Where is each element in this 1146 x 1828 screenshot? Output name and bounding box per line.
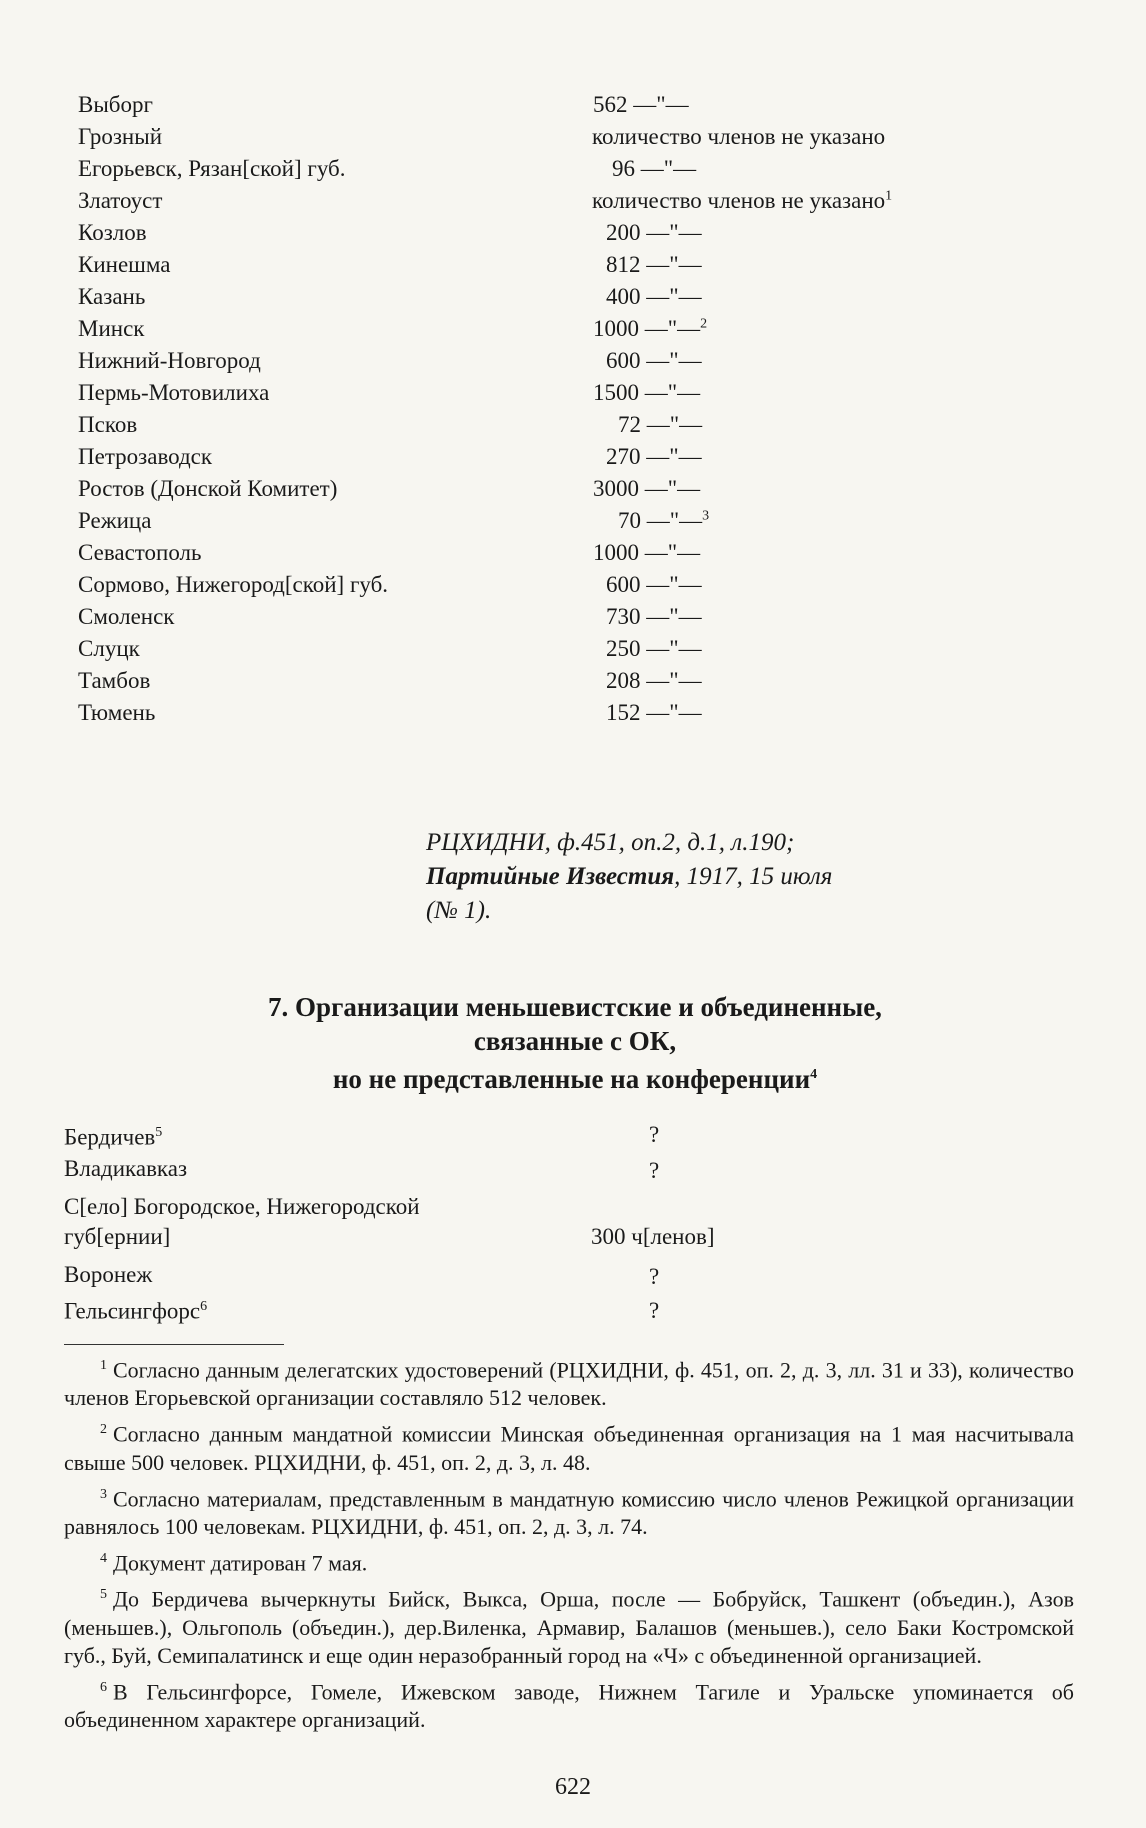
footnote-text: Согласно данным делегатских удостоверений (РЦХИДНИ, ф. 451, оп. 2, д. 3, лл. 31 и 33), количество членов Егорьевской организации составляло 512 человек. xyxy=(64,1357,1074,1411)
heading-line: но не представленные на конференции$^4$ xyxy=(332,1064,818,1094)
footnote-text: Согласно материалам, представленным в мандатную комиссию число членов Режицкой организации равнялось 100 человекам. РЦХИДНИ, ф. 451, оп. 2, д. 3, л. 74. xyxy=(64,1485,1074,1539)
footnote-number: 4 xyxy=(100,1550,107,1566)
footnote-ref: 1 xyxy=(885,188,893,204)
member-count: 400 —"— xyxy=(606,284,702,309)
footnote xyxy=(64,1674,1074,1734)
city-name: Нижний-Новгород xyxy=(78,348,261,373)
section-heading xyxy=(110,990,1040,1096)
city-name: Петрозаводск xyxy=(78,444,213,469)
member-count: ? xyxy=(649,1298,660,1323)
footnote xyxy=(64,1416,1074,1476)
member-count: 600 —"— xyxy=(606,348,702,373)
org-name: Воронеж xyxy=(64,1262,153,1287)
member-count: 208 —"— xyxy=(606,668,702,693)
member-count: 812 —"— xyxy=(606,252,702,277)
heading-line: 7. Организации меньшевистские и объединенные, xyxy=(268,992,882,1022)
table-row xyxy=(78,252,718,286)
city-name: Тюмень xyxy=(78,700,156,725)
table-row xyxy=(78,668,718,702)
table-row xyxy=(78,508,718,542)
city-name: Златоуст xyxy=(78,188,163,213)
member-count: 1000 —"—$^2$ xyxy=(593,316,708,341)
footnote-number: 2 xyxy=(100,1422,107,1438)
footnote-text: Документ датирован 7 мая. xyxy=(113,1550,368,1576)
city-name: Казань xyxy=(78,284,146,309)
table-row xyxy=(78,348,718,382)
heading-line: связанные с ОК, xyxy=(473,1026,677,1056)
footnote xyxy=(64,1581,1074,1669)
city-name: Тамбов xyxy=(78,668,151,693)
source-date: , 1917, 15 июля xyxy=(674,863,833,890)
footnote-separator xyxy=(64,1344,284,1345)
member-count: 152 —"— xyxy=(606,700,702,725)
city-name: Минск xyxy=(78,316,145,341)
member-count: ? xyxy=(649,1158,660,1183)
member-count: количество членов не указано xyxy=(592,124,886,149)
city-name: Выборг xyxy=(78,92,153,117)
member-count: количество членов не указано$^1$ xyxy=(592,188,893,213)
table-row xyxy=(78,412,718,446)
footnote-ref: 3 xyxy=(702,508,710,524)
city-name: Смоленск xyxy=(78,604,175,629)
footnote-number: 3 xyxy=(100,1486,107,1502)
member-count: ? xyxy=(649,1122,660,1147)
org-name: С[ело] Богородское, Нижегородской губ[ернии] xyxy=(64,1194,420,1249)
table-row xyxy=(78,92,718,126)
member-count: 730 —"— xyxy=(606,604,702,629)
city-name: Кинешма xyxy=(78,252,171,277)
member-count: 600 —"— xyxy=(606,572,702,597)
table-row xyxy=(78,444,718,478)
footnote-number: 1 xyxy=(100,1358,107,1373)
table-row xyxy=(78,476,718,510)
org-name: Гельсингфорс$^6$ xyxy=(64,1298,208,1324)
city-name: Пермь-Мотовилиха xyxy=(78,380,270,405)
journal-title: Партийные Известия xyxy=(426,863,675,890)
member-count: 1500 —"— xyxy=(593,380,701,405)
table-row xyxy=(78,604,718,638)
member-count: 270 —"— xyxy=(606,444,702,469)
source-line xyxy=(426,860,1026,894)
footnote-text: Согласно данным мандатной комиссии Минская объединенная организация на 1 мая насчитывала свыше 500 человек. РЦХИДНИ, ф. 451, оп. 2, д. 3, л. 48. xyxy=(64,1421,1074,1475)
city-name: Егорьевск, Рязан[ской] губ. xyxy=(78,156,346,181)
footnote xyxy=(64,1545,1074,1577)
footnote-number: 6 xyxy=(100,1679,107,1695)
footnote xyxy=(64,1352,1074,1412)
city-name: Ростов (Донской Комитет) xyxy=(78,476,338,501)
footnote-ref: 4 xyxy=(810,1067,818,1082)
city-name: Псков xyxy=(78,412,138,437)
table-row xyxy=(78,700,718,734)
city-name: Севастополь xyxy=(78,540,202,565)
city-name: Козлов xyxy=(78,220,147,245)
footnote-text: В Гельсингфорсе, Гомеле, Ижевском заводе, Нижнем Тагиле и Уральске упоминается об объединенном характере организаций. xyxy=(64,1678,1074,1732)
city-name: Режица xyxy=(78,508,152,533)
member-count: 562 —"— xyxy=(593,92,689,117)
city-name: Сормово, Нижегород[ской] губ. xyxy=(78,572,389,597)
source-citation xyxy=(426,826,1026,928)
city-name: Слуцк xyxy=(78,636,140,661)
table-row xyxy=(78,220,718,254)
member-count: 3000 —"— xyxy=(593,476,701,501)
footnote-ref: 5 xyxy=(155,1125,163,1140)
member-count: 300 ч[ленов] xyxy=(591,1224,715,1249)
table-row xyxy=(78,572,718,606)
page-number: 622 xyxy=(555,1774,591,1800)
table-row xyxy=(78,188,893,222)
table-row xyxy=(78,124,886,158)
table-row xyxy=(78,380,718,414)
footnotes xyxy=(64,1352,1074,1738)
footnote xyxy=(64,1481,1074,1541)
member-count: 96 —"— xyxy=(612,156,697,181)
source-line: РЦХИДНИ, ф.451, оп.2, д.1, л.190; xyxy=(426,829,795,856)
member-count: 1000 —"— xyxy=(593,540,701,565)
table-row xyxy=(78,284,718,318)
footnote-text: До Бердичева вычеркнуты Бийск, Выкса, Орша, после — Бобруйск, Ташкент (объедин.), Азов (меньшев.), Ольгополь (объедин.), дер.Виленка, Армавир, Балашов (меньшев.), село Баки Костромской губ., Буй, Семипалатинск и еще один неразобранный город на «Ч» с объединенной организацией. xyxy=(64,1586,1074,1668)
member-count: 70 —"—$^3$ xyxy=(618,508,710,533)
table-row xyxy=(78,156,718,190)
footnote-ref: 2 xyxy=(700,316,708,332)
member-count: ? xyxy=(649,1264,660,1289)
table-row xyxy=(78,636,718,670)
member-count: 72 —"— xyxy=(618,412,703,437)
member-count: 250 —"— xyxy=(606,636,702,661)
city-name: Грозный xyxy=(78,124,163,149)
table-row xyxy=(78,316,718,350)
org-name: Бердичев$^5$ xyxy=(64,1124,163,1150)
org-name: Владикавказ xyxy=(64,1156,188,1181)
member-count: 200 —"— xyxy=(606,220,702,245)
table-row xyxy=(78,540,718,574)
footnote-number: 5 xyxy=(100,1587,107,1603)
source-line: (№ 1). xyxy=(426,897,492,924)
footnote-ref: 6 xyxy=(200,1299,208,1314)
